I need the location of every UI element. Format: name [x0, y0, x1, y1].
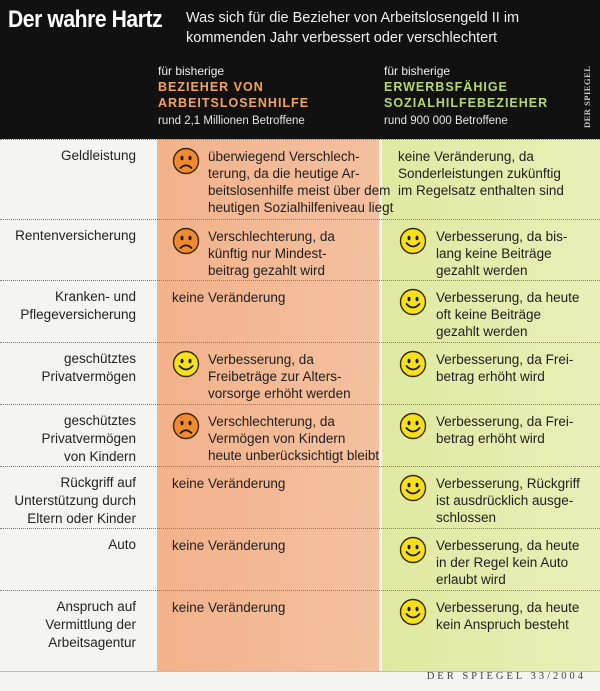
- column-header-left-pre: für bisherige: [158, 64, 225, 78]
- row-divider: [0, 466, 600, 467]
- row-label: Kranken- und Pflegeversicherung: [20, 289, 136, 322]
- row-label: Rentenversicherung: [15, 228, 136, 243]
- row-divider: [0, 528, 600, 529]
- cell-left: Verbesserung, da Freibeträge zur Alters- vorsorge erhöht werden: [208, 352, 351, 401]
- row-label: geschütztes Privatvermögen: [41, 351, 136, 384]
- column-header-right-line1: ERWERBSFÄHIGE: [384, 80, 508, 94]
- cell-right: Verbesserung, da bis- lang keine Beiträge gezahlt werden: [436, 229, 568, 278]
- cell-left: überwiegend Verschlech- terung, da die heutige Ar- beitslosenhilfe meist über dem heutigen Sozialhilfeniveau liegt: [208, 149, 394, 215]
- column-header-right-count: rund 900 000 Betroffene: [384, 115, 508, 127]
- row-divider: [0, 280, 600, 281]
- happy-face-icon: [399, 350, 427, 378]
- column-header-left-count: rund 2,1 Millionen Betroffene: [158, 115, 305, 127]
- cell-left: keine Veränderung: [172, 538, 286, 553]
- cell-right: Verbesserung, da heute oft keine Beiträge gezahlt werden: [436, 290, 580, 339]
- happy-face-icon: [399, 412, 427, 440]
- cell-right: Verbesserung, da heute in der Regel kein Auto erlaubt wird: [436, 538, 580, 587]
- happy-face-icon: [172, 350, 200, 378]
- page-title: Der wahre Hartz: [8, 6, 163, 33]
- column-header-right: [384, 64, 548, 129]
- happy-face-icon: [399, 227, 427, 255]
- header: [0, 0, 600, 139]
- row-label: Anspruch auf Vermittlung der Arbeitsagentur: [45, 599, 136, 650]
- row-divider: [0, 219, 600, 220]
- column-header-left-line2: ARBEITSLOSENHILFE: [158, 96, 310, 110]
- cell-right: Verbesserung, Rückgriff ist ausdrücklich ausge- schlossen: [436, 476, 580, 525]
- cell-left: keine Veränderung: [172, 600, 286, 615]
- row-divider: [0, 590, 600, 591]
- happy-face-icon: [399, 474, 427, 502]
- row-label: Geldleistung: [60, 148, 136, 163]
- cell-right: keine Veränderung, da Sonderleistungen zukünftig im Regelsatz enthalten sind: [398, 149, 564, 198]
- row-label: Auto: [108, 537, 136, 552]
- watermark: DER SPIEGEL: [582, 65, 592, 129]
- row-label: geschütztes Privatvermögen von Kindern: [41, 413, 136, 464]
- row-divider: [0, 404, 600, 405]
- cell-right: Verbesserung, da Frei- betrag erhöht wird: [436, 414, 574, 446]
- happy-face-icon: [399, 536, 427, 564]
- column-header-left-line1: BEZIEHER VON: [158, 80, 264, 94]
- sad-face-icon: [172, 147, 200, 175]
- happy-face-icon: [399, 288, 427, 316]
- row-label: Rückgriff auf Unterstützung durch Eltern oder Kinder: [14, 475, 136, 526]
- cell-left: keine Veränderung: [172, 476, 286, 491]
- happy-face-icon: [399, 598, 427, 626]
- column-header-right-pre: für bisherige: [384, 64, 451, 78]
- sad-face-icon: [172, 412, 200, 440]
- column-header-left: [158, 64, 309, 129]
- cell-left: Verschlechterung, da Vermögen von Kindern heute unberücksichtigt bleibt: [208, 414, 380, 463]
- cell-right: Verbesserung, da heute kein Anspruch besteht: [436, 600, 580, 632]
- footer-source: DER SPIEGEL 33/2004: [426, 671, 586, 682]
- subtitle: Was sich für die Bezieher von Arbeitslosengeld II im kommenden Jahr verbessert oder verschlechtert: [186, 10, 520, 46]
- cell-left: keine Veränderung: [172, 290, 286, 305]
- row-divider: [0, 139, 600, 140]
- sad-face-icon: [172, 227, 200, 255]
- cell-left: Verschlechterung, da künftig nur Mindest- beitrag gezahlt wird: [208, 229, 335, 278]
- cell-right: Verbesserung, da Frei- betrag erhöht wird: [436, 352, 574, 384]
- row-divider: [0, 342, 600, 343]
- column-header-right-line2: SOZIALHILFEBEZIEHER: [384, 96, 549, 110]
